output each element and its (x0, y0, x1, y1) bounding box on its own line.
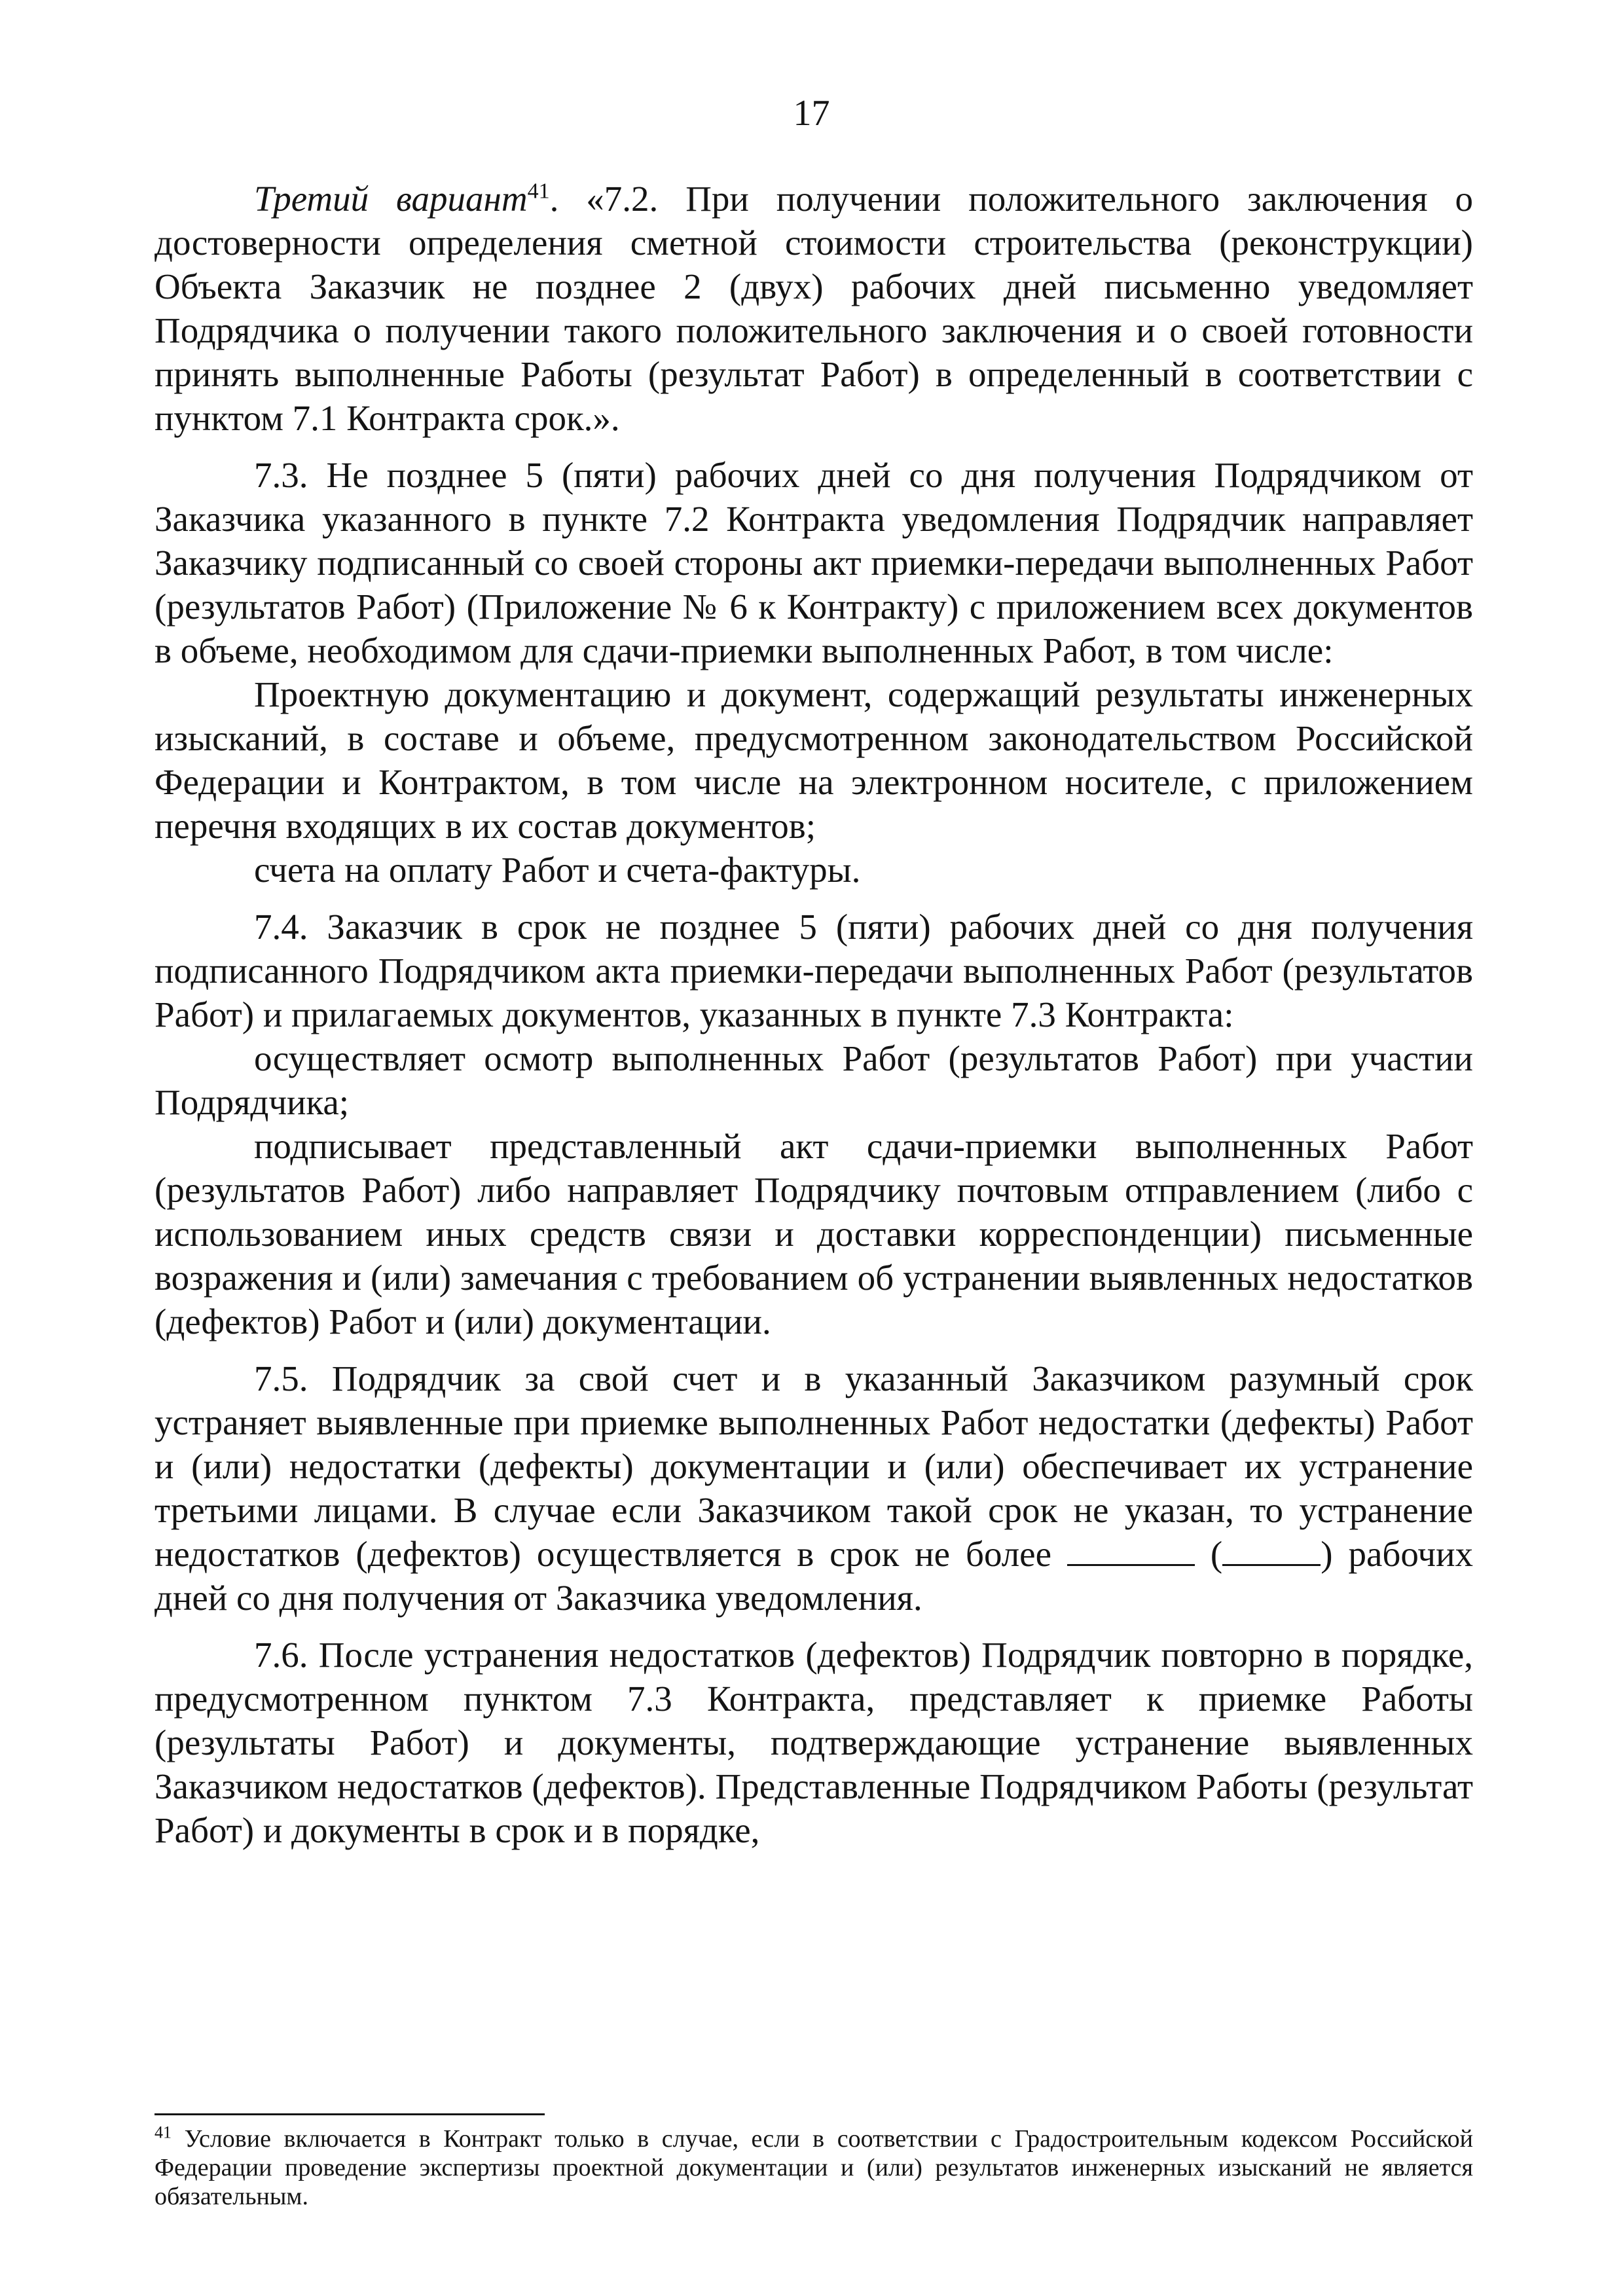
paragraph-7-4: 7.4. Заказчик в срок не позднее 5 (пяти) рабочих дней со дня получения подписанного Подрядчиком акта приемки-передачи выполненных Работ (результатов Работ) и прилагаемых документов, указанных в пункте 7.3 Контракта: (155, 907, 1473, 1034)
blank-field-days-words (1222, 1534, 1321, 1566)
footnote-number: 41 (155, 2123, 172, 2142)
variant-label: Третий вариант (254, 179, 528, 219)
paragraph-7-3: 7.3. Не позднее 5 (пяти) рабочих дней со дня получения Подрядчиком от Заказчика указанного в пункте 7.2 Контракта уведомления Подрядчик направляет Заказчику подписанный со своей стороны акт приемки-передачи выполненных Работ (результатов Работ) (Приложение № 6 к Контракту) с приложением всех документов в объеме, необходимом для сдачи-приемки выполненных Работ, в том числе: (155, 455, 1473, 670)
paragraph-7-2-variant (155, 177, 1473, 440)
paragraph-7-5 (155, 1357, 1473, 1620)
blank-field-days (1067, 1534, 1195, 1566)
footnote-divider (155, 2113, 545, 2115)
footnote-text: Условие включается в Контракт только в случае, если в соответствии с Градостроительным кодексом Российской Федерации проведение экспертизы проектной документации и (или) результатов инженерных изысканий не является обязательным. (155, 2125, 1474, 2210)
footnote-reference: 41 (527, 179, 550, 204)
paragraph-7-3-item-1: Проектную документацию и документ, содержащий результаты инженерных изысканий, в составе и объеме, предусмотренном законодательством Российской Федерации и Контрактом, в том числе на электронном носителе, с приложением перечня входящих в их состав документов; (155, 674, 1473, 846)
page-number: 17 (793, 93, 830, 134)
paren-open: ( (1210, 1534, 1223, 1574)
paragraph-7-5-text: 7.5. Подрядчик за свой счет и в указанный Заказчиком разумный срок устраняет выявленные при приемке выполненных Работ недостатки (дефекты) Работ и (или) недостатки (дефекты) документации и (или) обеспечивает их устранение третьими лицами. В случае если Заказчиком такой срок не указан, то устранение недостатков (дефектов) осуществляется в срок не более (155, 1358, 1473, 1574)
footnote (155, 2124, 1473, 2211)
paragraph-7-2-text: . «7.2. При получении положительного заключения о достоверности определения сметной стоимости строительства (реконструкции) Объекта Заказчик не позднее 2 (двух) рабочих дней письменно уведомляет Подрядчика о получении такого положительного заключения и о своей готовности принять выполненные Работы (результат Работ) в определенный в соответствии с пунктом 7.1 Контракта срок.». (155, 179, 1473, 438)
paragraph-7-4-item-1: осуществляет осмотр выполненных Работ (результатов Работ) при участии Подрядчика; (155, 1038, 1473, 1122)
document-body (155, 177, 1473, 1865)
paragraph-7-5-tail: ) рабочих дней со дня получения от Заказчика уведомления. (155, 1534, 1474, 1618)
paragraph-7-3-item-2: счета на оплату Работ и счета-фактуры. (254, 850, 861, 890)
paragraph-7-6: 7.6. После устранения недостатков (дефектов) Подрядчик повторно в порядке, предусмотренном пунктом 7.3 Контракта, представляет к приемке Работы (результаты Работ) и документы, подтверждающие устранение выявленных Заказчиком недостатков (дефектов). Представленные Подрядчиком Работы (результат Работ) и документы в срок и в порядке, (155, 1635, 1473, 1850)
paragraph-7-4-item-2: подписывает представленный акт сдачи-приемки выполненных Работ (результатов Работ) либо направляет Подрядчику почтовым отправлением (либо с использованием иных средств связи и доставки корреспонденции) письменные возражения и (или) замечания с требованием об устранении выявленных недостатков (дефектов) Работ и (или) документации. (155, 1126, 1473, 1341)
